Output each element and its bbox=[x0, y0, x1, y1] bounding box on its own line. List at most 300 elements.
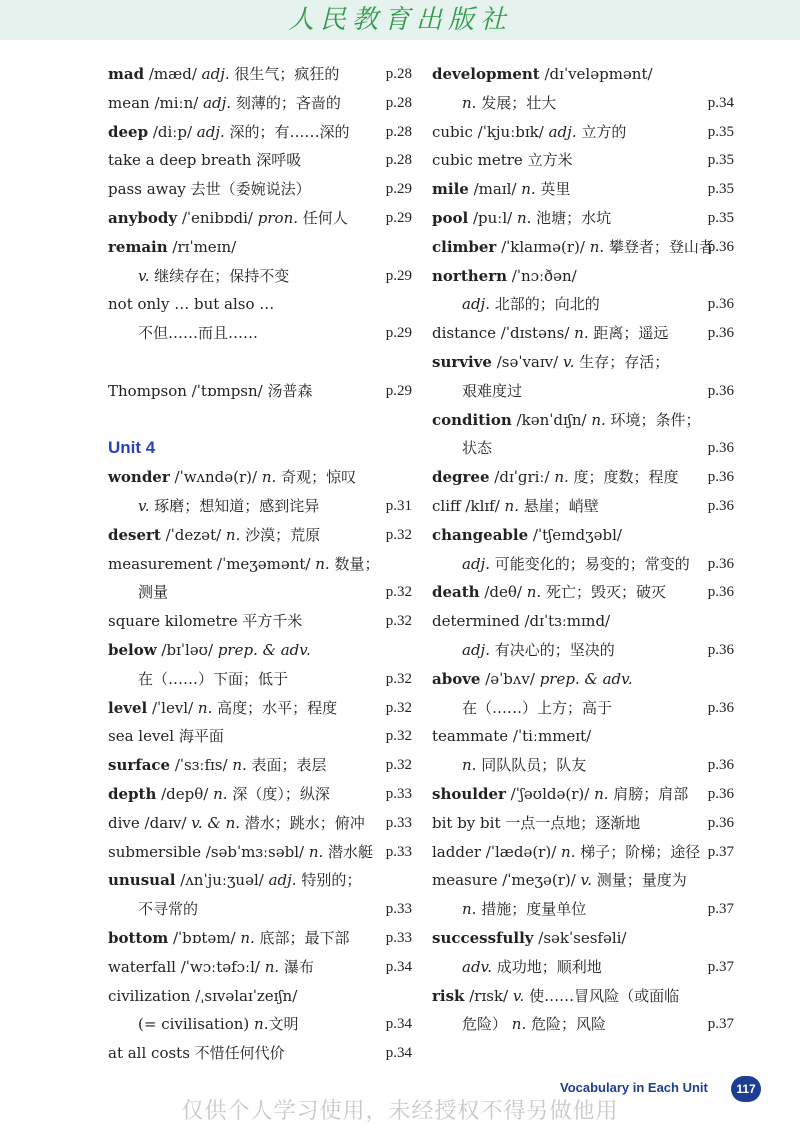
page-ref: p.36 bbox=[707, 641, 734, 658]
entry-text bbox=[432, 785, 688, 803]
entry-phrase: (= civilisation) bbox=[138, 1015, 255, 1034]
page-ref: p.36 bbox=[707, 382, 734, 399]
part-of-speech: n. bbox=[554, 468, 569, 487]
phonetic: /deθ/ bbox=[479, 583, 527, 602]
vocab-entry bbox=[432, 377, 734, 406]
entry-text bbox=[108, 871, 361, 889]
entry-phrase: cubic metre 立方米 bbox=[432, 151, 573, 170]
headword: successfully bbox=[432, 928, 534, 947]
headword: level bbox=[108, 698, 148, 717]
entry-text bbox=[432, 958, 602, 976]
page-ref: p.33 bbox=[385, 785, 412, 802]
headword: remain bbox=[108, 237, 168, 256]
vocab-entry bbox=[108, 953, 412, 982]
page-ref: p.36 bbox=[707, 584, 734, 601]
part-of-speech: prep. & adv. bbox=[539, 669, 633, 688]
entry-text bbox=[432, 900, 586, 918]
page-ref: p.34 bbox=[385, 1045, 412, 1062]
vocab-entry bbox=[432, 1010, 734, 1039]
phonetic: /səbˈmɜːsəbl/ bbox=[201, 842, 309, 861]
vocab-entry bbox=[108, 578, 412, 607]
definition: 有决心的；坚决的 bbox=[489, 640, 615, 659]
vocab-entry bbox=[432, 262, 734, 291]
definition: 刻薄的；吝啬的 bbox=[231, 93, 341, 112]
page-ref: p.29 bbox=[385, 181, 412, 198]
page-ref: p.28 bbox=[385, 94, 412, 111]
entry-phrase: 艰难度过 bbox=[462, 381, 523, 400]
vocab-entry bbox=[108, 146, 412, 175]
page-ref: p.34 bbox=[385, 1016, 412, 1033]
definition: 立方的 bbox=[576, 122, 627, 141]
part-of-speech: v. bbox=[138, 496, 150, 515]
vocab-entry bbox=[432, 722, 734, 751]
vocab-entry bbox=[108, 780, 412, 809]
vocab-entry bbox=[432, 751, 734, 780]
part-of-speech: n. bbox=[261, 468, 277, 487]
vocab-column-left bbox=[108, 60, 412, 1068]
part-of-speech: prep. & adv. bbox=[217, 640, 311, 659]
vocab-entry bbox=[432, 233, 734, 262]
page-ref: p.29 bbox=[385, 382, 412, 399]
phonetic: /daɪv/ bbox=[139, 813, 192, 832]
vocab-entry bbox=[432, 895, 734, 924]
headword: civilization bbox=[108, 986, 191, 1005]
definition: 使……冒风险（或面临 bbox=[524, 986, 680, 1005]
part-of-speech: v. bbox=[138, 266, 150, 285]
entry-text bbox=[108, 180, 311, 198]
vocab-entry bbox=[108, 838, 412, 867]
definition: 测量；量度为 bbox=[592, 871, 687, 890]
part-of-speech: adv. bbox=[462, 957, 493, 976]
headword: waterfall bbox=[108, 957, 176, 976]
headword: death bbox=[432, 583, 480, 602]
page-ref: p.36 bbox=[707, 497, 734, 514]
entry-text bbox=[108, 670, 288, 688]
part-of-speech: pron. bbox=[257, 208, 298, 227]
entry-text bbox=[108, 958, 314, 976]
entry-text bbox=[432, 756, 586, 774]
definition: 文明 bbox=[268, 1015, 299, 1034]
vocab-entry bbox=[432, 694, 734, 723]
entry-phrase: not only … but also … bbox=[108, 295, 275, 314]
phonetic: /dɪˈveləpmənt/ bbox=[539, 65, 653, 83]
page-number: 117 bbox=[731, 1076, 761, 1102]
vocab-entry bbox=[108, 665, 412, 694]
headword: anybody bbox=[108, 208, 178, 227]
page-ref: p.34 bbox=[385, 958, 412, 975]
definition: 很生气；疯狂的 bbox=[229, 65, 340, 83]
entry-text bbox=[108, 555, 379, 573]
phonetic: /mæd/ bbox=[144, 65, 202, 83]
entry-text bbox=[108, 468, 356, 486]
definition: 瀑布 bbox=[279, 957, 314, 976]
page-ref: p.36 bbox=[707, 440, 734, 457]
definition: 肩膀；肩部 bbox=[608, 784, 689, 803]
phonetic: /maɪl/ bbox=[468, 180, 522, 199]
phonetic: /depθ/ bbox=[156, 784, 214, 803]
page-ref: p.28 bbox=[385, 66, 412, 82]
entry-phrase: 测量 bbox=[138, 583, 169, 602]
vocab-entry bbox=[108, 233, 412, 262]
phonetic: /ˈlevl/ bbox=[147, 698, 198, 717]
publisher-logo: 人民教育出版社 bbox=[287, 5, 512, 35]
entry-text bbox=[432, 411, 701, 429]
headword: distance bbox=[432, 324, 497, 343]
phonetic: /ˈdezət/ bbox=[160, 525, 226, 544]
part-of-speech: n. bbox=[197, 698, 213, 717]
headword: cliff bbox=[432, 496, 461, 515]
part-of-speech: adj. bbox=[548, 122, 577, 141]
entry-text bbox=[108, 94, 341, 112]
entry-text bbox=[108, 238, 236, 256]
vocab-entry bbox=[432, 924, 734, 953]
entry-phrase: 不但……而且…… bbox=[138, 324, 259, 343]
phonetic: /ˈnɔːðən/ bbox=[507, 266, 577, 285]
vocab-entry bbox=[432, 463, 734, 492]
vocab-entry bbox=[108, 550, 412, 579]
headword: depth bbox=[108, 784, 157, 803]
definition: 可能变化的；易变的；常变的 bbox=[489, 554, 690, 573]
page-ref: p.36 bbox=[707, 785, 734, 802]
headword: survive bbox=[432, 352, 492, 371]
vocab-entry bbox=[108, 1039, 412, 1068]
definition: 环境；条件； bbox=[605, 410, 701, 429]
phonetic: /dɪˈtɜːmɪnd/ bbox=[519, 612, 611, 631]
vocab-entry bbox=[432, 175, 734, 204]
part-of-speech: adj. bbox=[268, 871, 297, 890]
vocab-entry bbox=[108, 463, 412, 492]
phonetic: /ˈtʃeɪndʒəbl/ bbox=[528, 525, 622, 544]
headword: changeable bbox=[432, 525, 529, 544]
phonetic: /ˈklaɪmə(r)/ bbox=[496, 237, 590, 256]
phonetic: /səkˈsesfəli/ bbox=[533, 928, 627, 947]
page-ref: p.32 bbox=[385, 757, 412, 774]
part-of-speech: n. bbox=[526, 583, 542, 602]
part-of-speech: adj. bbox=[201, 65, 230, 83]
phonetic: /ˈmeʒəmənt/ bbox=[212, 554, 316, 573]
headword: below bbox=[108, 640, 157, 659]
headword: unusual bbox=[108, 871, 176, 890]
phonetic: /ʌnˈjuːʒuəl/ bbox=[175, 871, 269, 890]
vocab-column-right bbox=[432, 60, 734, 1039]
page-ref: p.32 bbox=[385, 728, 412, 745]
entry-text bbox=[432, 814, 640, 832]
entry-text bbox=[432, 123, 626, 141]
entry-text bbox=[432, 871, 687, 889]
headword: cubic bbox=[432, 122, 473, 141]
part-of-speech: n. bbox=[315, 554, 330, 573]
vocab-entry bbox=[108, 722, 412, 751]
entry-phrase: 在（……）上方；高于 bbox=[462, 698, 613, 717]
entry-text bbox=[432, 641, 615, 659]
definition: 死亡；毁灭；破灭 bbox=[541, 583, 666, 602]
page-ref: p.36 bbox=[707, 469, 734, 486]
part-of-speech: n. bbox=[561, 842, 576, 861]
part-of-speech: n. bbox=[462, 756, 477, 775]
vocab-entry bbox=[108, 262, 412, 291]
headword: determined bbox=[432, 612, 520, 631]
vocab-entry bbox=[432, 953, 734, 982]
phonetic: /ˈkjuːbɪk/ bbox=[472, 122, 549, 141]
entry-text bbox=[432, 267, 577, 285]
definition: 危险；风险 bbox=[526, 1015, 606, 1034]
entry-phrase: 在（……）下面；低于 bbox=[138, 669, 289, 688]
headword: desert bbox=[108, 525, 161, 544]
phonetic: /klɪf/ bbox=[460, 496, 505, 515]
entry-text bbox=[108, 929, 350, 947]
entry-text bbox=[108, 814, 365, 832]
page-ref: p.35 bbox=[707, 152, 734, 169]
entry-text bbox=[108, 641, 311, 659]
vocab-entry bbox=[108, 377, 412, 406]
headword: bottom bbox=[108, 928, 169, 947]
phonetic: /ˈwɔːtəfɔːl/ bbox=[175, 957, 265, 976]
definition: 北部的；向北的 bbox=[489, 295, 600, 314]
entry-text bbox=[108, 785, 330, 803]
definition: 高度；水平；程度 bbox=[212, 698, 338, 717]
headword: climber bbox=[432, 237, 497, 256]
part-of-speech: n. bbox=[232, 756, 247, 775]
entry-text bbox=[432, 468, 679, 486]
page-ref: p.33 bbox=[385, 843, 412, 860]
vocab-entry bbox=[108, 290, 412, 319]
vocab-entry bbox=[108, 607, 412, 636]
page-ref: p.33 bbox=[385, 901, 412, 918]
page-ref: p.32 bbox=[385, 526, 412, 543]
entry-text bbox=[432, 238, 714, 256]
definition: 深（度）；纵深 bbox=[227, 784, 330, 803]
part-of-speech: n. bbox=[264, 957, 280, 976]
vocab-entry bbox=[432, 780, 734, 809]
page-ref: p.36 bbox=[707, 757, 734, 774]
part-of-speech: n. bbox=[594, 784, 609, 803]
entry-text bbox=[108, 843, 373, 861]
entry-text bbox=[108, 267, 289, 285]
vocab-entry bbox=[432, 578, 734, 607]
entry-text bbox=[108, 123, 350, 141]
entry-text bbox=[108, 612, 302, 630]
part-of-speech: n. bbox=[516, 208, 532, 227]
part-of-speech: adj. bbox=[203, 93, 232, 112]
entry-phrase: square kilometre 平方千米 bbox=[108, 612, 303, 631]
phonetic: /ˈsɜːfɪs/ bbox=[170, 756, 233, 775]
page-ref: p.29 bbox=[385, 209, 412, 226]
phonetic: /ˌsɪvəlaɪˈzeɪʃn/ bbox=[190, 986, 298, 1005]
part-of-speech: v. & n. bbox=[191, 813, 241, 832]
vocab-entry bbox=[432, 866, 734, 895]
definition: 生存；存活； bbox=[574, 352, 670, 371]
phonetic: /ˈdɪstəns/ bbox=[496, 324, 575, 343]
vocab-entry bbox=[432, 550, 734, 579]
phonetic: /ˈbɒtəm/ bbox=[168, 928, 241, 947]
vocab-entry bbox=[432, 146, 734, 175]
vocab-entry bbox=[432, 809, 734, 838]
part-of-speech: v. bbox=[512, 986, 525, 1005]
vocab-entry bbox=[108, 319, 412, 348]
page-ref: p.35 bbox=[707, 181, 734, 198]
part-of-speech: n. bbox=[504, 496, 519, 515]
part-of-speech: n. bbox=[462, 900, 477, 919]
part-of-speech: adj. bbox=[462, 295, 490, 314]
phonetic: /səˈvaɪv/ bbox=[491, 352, 563, 371]
vocab-entry bbox=[108, 1010, 412, 1039]
vocab-entry bbox=[108, 492, 412, 521]
definition: 措施；度量单位 bbox=[476, 900, 587, 919]
definition: 表面；表层 bbox=[246, 756, 327, 775]
headword: mile bbox=[432, 180, 469, 199]
phonetic: /əˈbʌv/ bbox=[480, 669, 540, 688]
headword: condition bbox=[432, 410, 512, 429]
entry-text bbox=[108, 382, 313, 400]
entry-text bbox=[432, 497, 599, 515]
definition: 底部；最下部 bbox=[254, 928, 350, 947]
entry-text bbox=[432, 612, 610, 630]
vocab-entry bbox=[432, 60, 734, 89]
definition: 英里 bbox=[535, 180, 571, 199]
vocab-entry bbox=[432, 982, 734, 1011]
vocab-entry bbox=[432, 636, 734, 665]
vocab-entry bbox=[432, 89, 734, 118]
entry-text bbox=[432, 555, 690, 573]
page-ref: p.32 bbox=[385, 670, 412, 687]
page-ref: p.35 bbox=[707, 209, 734, 226]
phonetic: /puːl/ bbox=[468, 208, 517, 227]
page-ref: p.32 bbox=[385, 699, 412, 716]
entry-phrase: take a deep breath 深呼吸 bbox=[108, 151, 302, 170]
headword: mad bbox=[108, 65, 145, 83]
vocab-entry bbox=[432, 665, 734, 694]
phonetic: /kənˈdɪʃn/ bbox=[511, 410, 592, 429]
entry-phrase: 不寻常的 bbox=[138, 900, 199, 919]
phonetic: /ˈtiːmmeɪt/ bbox=[508, 727, 592, 746]
vocab-entry bbox=[108, 118, 412, 147]
vocab-entry bbox=[108, 521, 412, 550]
entry-text bbox=[108, 583, 168, 601]
phonetic: /ˈʃəʊldə(r)/ bbox=[505, 784, 595, 803]
entry-text bbox=[432, 670, 633, 688]
part-of-speech: n. bbox=[225, 525, 241, 544]
entry-text bbox=[108, 987, 297, 1005]
headword: above bbox=[432, 669, 481, 688]
entry-text bbox=[108, 295, 274, 313]
headword: development bbox=[432, 65, 540, 83]
page-ref: p.34 bbox=[707, 94, 734, 111]
page-ref: p.28 bbox=[385, 152, 412, 169]
page-ref: p.28 bbox=[385, 123, 412, 140]
phonetic: /rɪsk/ bbox=[464, 986, 513, 1005]
entry-text bbox=[432, 699, 612, 717]
vocab-entry bbox=[432, 290, 734, 319]
part-of-speech: v. bbox=[580, 871, 593, 890]
vocab-entry bbox=[432, 434, 734, 463]
headword: surface bbox=[108, 756, 171, 775]
entry-text bbox=[108, 1044, 285, 1062]
entry-text bbox=[432, 843, 700, 861]
entry-phrase: 状态 bbox=[462, 439, 493, 458]
definition: 攀登者；登山者 bbox=[604, 237, 714, 256]
entry-text bbox=[432, 209, 611, 227]
entry-text bbox=[108, 497, 319, 515]
entry-phrase: 危险） bbox=[462, 1015, 508, 1034]
vocab-entry bbox=[432, 607, 734, 636]
part-of-speech: n. bbox=[521, 180, 536, 199]
part-of-speech: adj. bbox=[462, 640, 490, 659]
phonetic: /dɪˈɡriː/ bbox=[489, 468, 555, 487]
entry-text bbox=[432, 929, 627, 947]
definition: 距离；遥远 bbox=[588, 324, 669, 343]
vocab-entry bbox=[108, 175, 412, 204]
definition: 深的；有……深的 bbox=[224, 122, 350, 141]
entry-text bbox=[432, 151, 573, 169]
unit-heading-text: Unit 4 bbox=[108, 438, 156, 458]
part-of-speech: n. bbox=[240, 928, 255, 947]
definition: 特别的； bbox=[296, 871, 362, 890]
phonetic: /rɪˈmeɪn/ bbox=[167, 237, 237, 256]
part-of-speech: n. bbox=[308, 842, 324, 861]
vocab-entry bbox=[432, 319, 734, 348]
entry-text bbox=[432, 65, 653, 83]
vocab-entry bbox=[108, 866, 412, 895]
entry-text bbox=[108, 151, 301, 169]
entry-text bbox=[432, 94, 556, 112]
entry-text bbox=[432, 180, 570, 198]
page-ref: p.37 bbox=[707, 1016, 734, 1033]
vocab-entry bbox=[108, 636, 412, 665]
phonetic: /miːn/ bbox=[149, 93, 204, 112]
vocab-entry bbox=[108, 982, 412, 1011]
entry-text bbox=[108, 699, 337, 717]
definition: 悬崖；峭壁 bbox=[518, 496, 599, 515]
headword: ladder bbox=[432, 842, 481, 861]
phonetic: /ˈlædə(r)/ bbox=[481, 842, 562, 861]
vocab-entry bbox=[108, 809, 412, 838]
definition: 发展；壮大 bbox=[476, 93, 557, 112]
entry-text bbox=[108, 727, 224, 745]
definition: 潜水艇 bbox=[323, 842, 374, 861]
entry-text bbox=[108, 1015, 298, 1033]
page-ref: p.33 bbox=[385, 929, 412, 946]
entry-text bbox=[108, 324, 258, 342]
vocab-entry bbox=[432, 406, 734, 435]
phonetic: /ˈmeʒə(r)/ bbox=[497, 871, 581, 890]
definition: 数量； bbox=[329, 554, 380, 573]
page-ref: p.36 bbox=[707, 325, 734, 342]
headword: wonder bbox=[108, 468, 170, 487]
headword: dive bbox=[108, 813, 140, 832]
headword: pool bbox=[432, 208, 469, 227]
page-ref: p.32 bbox=[385, 584, 412, 601]
headword: deep bbox=[108, 122, 149, 141]
part-of-speech: n. bbox=[254, 1015, 269, 1034]
definition: 同队队员；队友 bbox=[476, 756, 587, 775]
headword: shoulder bbox=[432, 784, 506, 803]
vocab-entry bbox=[432, 521, 734, 550]
vocab-entry bbox=[432, 492, 734, 521]
definition: 梯子；阶梯；途径 bbox=[575, 842, 701, 861]
unit-heading bbox=[108, 434, 412, 463]
page-ref: p.36 bbox=[707, 699, 734, 716]
part-of-speech: n. bbox=[589, 237, 605, 256]
headword: measurement bbox=[108, 554, 213, 573]
vocab-entry bbox=[432, 348, 734, 377]
headword: risk bbox=[432, 986, 465, 1005]
page-ref: p.33 bbox=[385, 814, 412, 831]
entry-text bbox=[432, 1015, 606, 1033]
vocab-entry bbox=[108, 89, 412, 118]
entry-text bbox=[108, 756, 327, 774]
part-of-speech: adj. bbox=[462, 554, 490, 573]
definition: 沙漠；荒原 bbox=[240, 525, 321, 544]
